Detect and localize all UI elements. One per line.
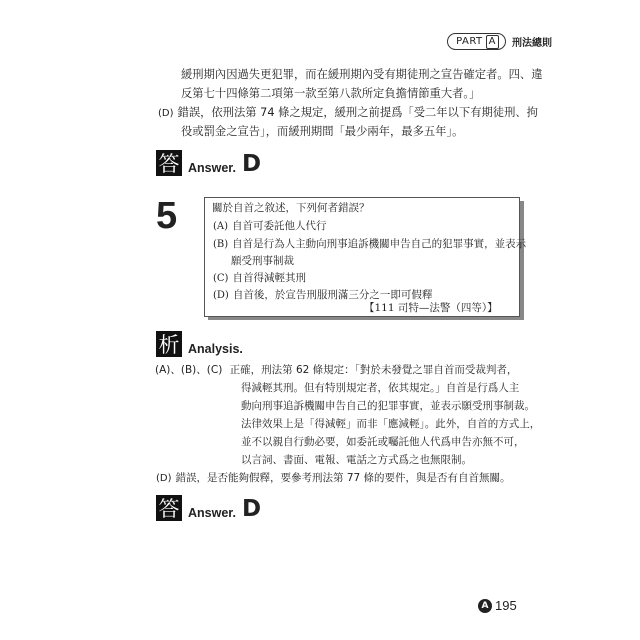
top-text-line-1: 緩刑期內因過失更犯罪，而在緩刑期內受有期徒刑之宣告確定者。四、違 [181,68,543,81]
question-number: 5 [156,195,178,237]
top-option-d [157,106,538,121]
analysis-line-4: 法律效果上是「得減輕」而非「應減輕」。此外，自首的方式上， [241,418,541,430]
question-source: 【111 司特—法警（四等）】 [364,302,498,314]
analysis-label: Analysis. [188,342,243,356]
part-indicator [447,33,506,50]
page-number [478,598,517,613]
question-option-d: (D) 自首後，於宣告刑服刑滿三分之一即可假釋 [213,289,433,301]
analysis-line-5: 並不以親自行動必要，如委託或囑託他人代爲申告亦無不可， [241,436,525,448]
answer-label: Answer. [188,161,236,175]
analysis-line-6: 以言詞、書面、電報、電話之方式爲之也無限制。 [241,454,472,466]
analysis-char: 析 [156,331,182,357]
question-option-c: (C) 自首得減輕其刑 [213,272,306,284]
question-stem: 關於自首之敘述，下列何者錯誤？ [212,202,370,214]
answer-label: Answer. [188,506,236,520]
answer-badge-2 [156,495,261,521]
answer-letter: D [241,496,262,522]
analysis-abc-line [155,363,517,377]
section-title: 刑法總則 [512,38,552,49]
question-option-a: (A) 自首可委託他人代行 [213,220,327,232]
top-text-line-2: 反第七十四條第二項第一款至第八款所定負擔情節重大者。」 [181,87,481,100]
answer-letter: D [241,151,262,177]
answer-char: 答 [156,495,182,521]
question-box-shadow-side [520,201,524,320]
top-d-line-1: 錯誤，依刑法第 74 條之規定，緩刑之前提爲「受二年以下有期徒刑、拘 [177,106,538,119]
answer-char: 答 [156,150,182,176]
part-circle-icon: A [478,599,492,613]
analysis-option-d: (D) 錯誤，是否能夠假釋，要參考刑法第 77 條的要件，與是否有自首無關。 [156,472,511,484]
analysis-badge [156,331,243,357]
analysis-line-2: 得減輕其刑。但有特別規定者，依其規定。」自首是行爲人主 [241,382,520,394]
analysis-line-1: 正確，刑法第 62 條規定：「對於未發覺之罪自首而受裁判者， [229,364,518,376]
page-number-text: 195 [495,598,517,613]
analysis-line-3: 動向刑事追訴機關申告自己的犯罪事實，並表示願受刑事制裁。 [241,400,535,412]
answer-badge-1 [156,150,261,176]
question-option-b: (B) 自首是行為人主動向刑事追訴機關申告自己的犯罪事實，並表示 [213,238,527,250]
top-d-line-2: 役或罰金之宣告」，而緩刑期間「最少兩年，最多五年」。 [181,125,464,138]
question-option-b-cont: 願受刑事制裁 [231,255,294,267]
part-letter: A [486,35,499,49]
part-label: PART [456,36,483,47]
page-header [447,33,552,50]
option-label: (D) [158,108,174,119]
analysis-abc-labels: (A)、(B)、(C) [155,364,223,376]
